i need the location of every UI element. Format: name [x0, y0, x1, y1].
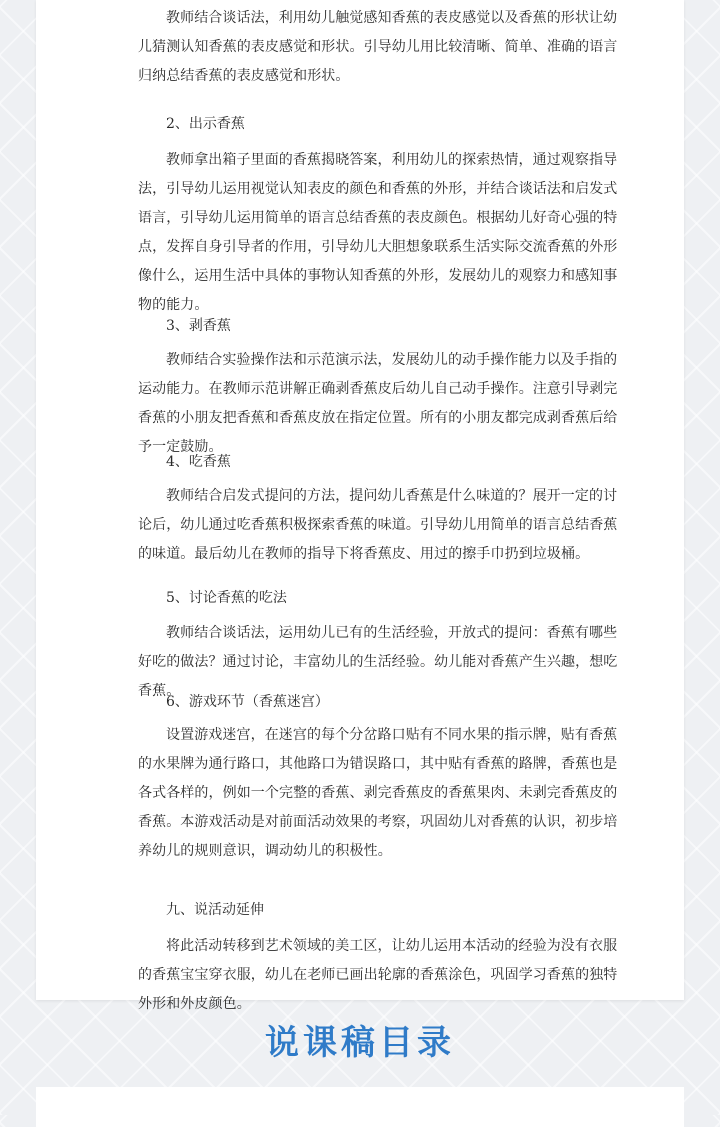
heading-discuss-eating: 5、讨论香蕉的吃法 [166, 590, 287, 606]
paragraph-activity-extension: 将此活动转移到艺术领域的美工区，让幼儿运用本活动的经验为没有衣服的香蕉宝宝穿衣服，幼儿在老师已画出轮廓的香蕉涂色，巩固学习香蕉的独特外形和外皮颜色。 [138, 938, 618, 1012]
document-content [36, 0, 684, 1012]
document-page [36, 0, 684, 1012]
paragraph-peel-banana: 教师结合实验操作法和示范演示法，发展幼儿的动手操作能力以及手指的运动能力。在教师示范讲解正确剥香蕉皮后幼儿自己动手操作。注意引导剥完香蕉的小朋友把香蕉和香蕉皮放在指定位置。所有的小朋友都完成剥香蕉后给予一定鼓励。 [138, 352, 618, 455]
heading-eat-banana: 4、吃香蕉 [166, 454, 231, 470]
paragraph-show-banana: 教师拿出箱子里面的香蕉揭晓答案，利用幼儿的探索热情，通过观察指导法，引导幼儿运用视觉认知表皮的颜色和香蕉的外形，并结合谈话法和启发式语言，引导幼儿运用简单的语言总结香蕉的表皮颜色。根据幼儿好奇心强的特点，发挥自身引导者的作用，引导幼儿大胆想象联系生活实际交流香蕉的外形像什么，运用生活中具体的事物认知香蕉的外形，发展幼儿的观察力和感知事物的能力。 [138, 152, 618, 313]
heading-show-banana: 2、出示香蕉 [166, 116, 245, 132]
toc-title: 说课稿目录 [265, 1023, 455, 1063]
paragraph-game-maze: 设置游戏迷宫，在迷宫的每个分岔路口贴有不同水果的指示牌，贴有香蕉的水果牌为通行路口，其他路口为错误路口，其中贴有香蕉的路牌，香蕉也是各式各样的，例如一个完整的香蕉、剥完香蕉皮的香蕉果肉、未剥完香蕉皮的香蕉。本游戏活动是对前面活动效果的考察，巩固幼儿对香蕉的认识，初步培养幼儿的规则意识，调动幼儿的积极性。 [138, 727, 618, 859]
toc-card [36, 1087, 684, 1127]
heading-game-maze: 6、游戏环节（香蕉迷宫） [166, 694, 329, 710]
paragraph-discuss-eating: 教师结合谈话法，运用幼儿已有的生活经验，开放式的提问：香蕉有哪些好吃的做法？通过讨论，丰富幼儿的生活经验。幼儿能对香蕉产生兴趣，想吃香蕉。 [138, 625, 618, 699]
paragraph-touch-perception: 教师结合谈话法，利用幼儿触觉感知香蕉的表皮感觉以及香蕉的形状让幼儿猜测认知香蕉的表皮感觉和形状。引导幼儿用比较清晰、简单、准确的语言归纳总结香蕉的表皮感觉和形状。 [138, 10, 618, 84]
heading-peel-banana: 3、剥香蕉 [166, 318, 231, 334]
heading-activity-extension: 九、说活动延伸 [166, 902, 264, 918]
paragraph-eat-banana: 教师结合启发式提问的方法，提问幼儿香蕉是什么味道的？展开一定的讨论后，幼儿通过吃香蕉积极探索香蕉的味道。引导幼儿用简单的语言总结香蕉的味道。最后幼儿在教师的指导下将香蕉皮、用过的擦手巾扔到垃圾桶。 [138, 488, 618, 562]
